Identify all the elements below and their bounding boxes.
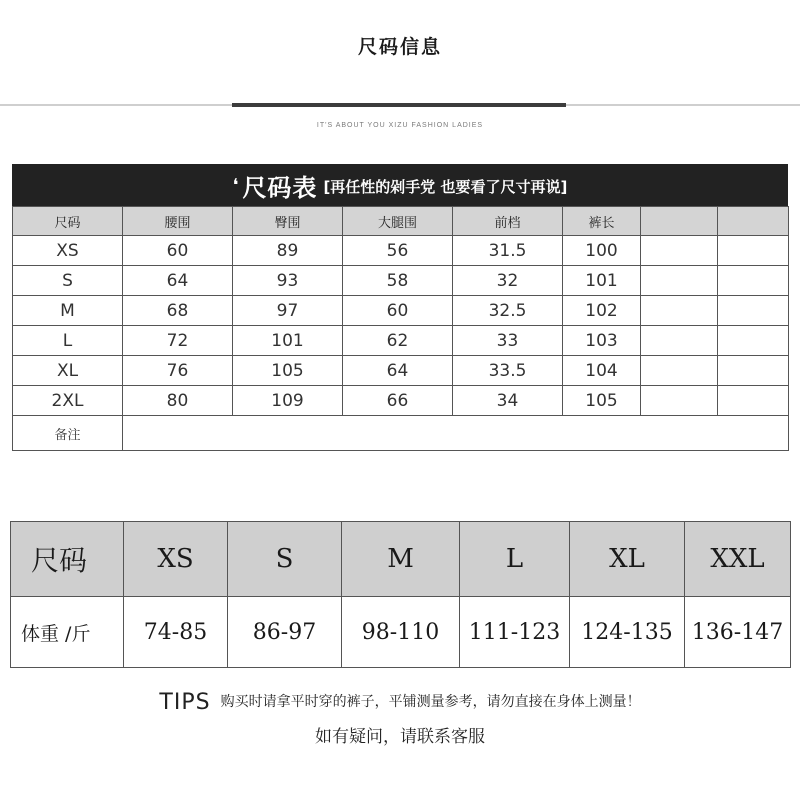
table-row bbox=[13, 296, 789, 326]
weight-cell: 86-97 bbox=[228, 597, 342, 668]
table-cell: 104 bbox=[563, 356, 641, 386]
table-cell bbox=[718, 236, 789, 266]
table-row bbox=[13, 356, 789, 386]
column-header bbox=[641, 207, 718, 236]
table-cell: 32 bbox=[453, 266, 563, 296]
tips-label: TIPS bbox=[159, 690, 211, 715]
table-cell: M bbox=[13, 296, 123, 326]
table-row bbox=[13, 386, 789, 416]
table-cell: 103 bbox=[563, 326, 641, 356]
table-cell: 60 bbox=[343, 296, 453, 326]
table-cell: 101 bbox=[563, 266, 641, 296]
size-chart-table bbox=[12, 206, 789, 451]
table-cell: 32.5 bbox=[453, 296, 563, 326]
table-cell: 72 bbox=[123, 326, 233, 356]
table-cell bbox=[641, 236, 718, 266]
table-cell: 102 bbox=[563, 296, 641, 326]
table-cell: 101 bbox=[233, 326, 343, 356]
column-header: 臀围 bbox=[233, 207, 343, 236]
table-cell: 64 bbox=[343, 356, 453, 386]
table-cell: 34 bbox=[453, 386, 563, 416]
table-cell: XS bbox=[13, 236, 123, 266]
table-cell: 2XL bbox=[13, 386, 123, 416]
size-chart-heading: 尺码表 bbox=[242, 173, 318, 202]
table-cell: 58 bbox=[343, 266, 453, 296]
table-cell: 60 bbox=[123, 236, 233, 266]
table-cell: 105 bbox=[233, 356, 343, 386]
weight-row-label: 体重 /斤 bbox=[11, 597, 124, 668]
table-cell: 80 bbox=[123, 386, 233, 416]
column-header: 腰围 bbox=[123, 207, 233, 236]
table-cell: 97 bbox=[233, 296, 343, 326]
table-cell bbox=[718, 296, 789, 326]
table-cell: S bbox=[13, 266, 123, 296]
table-cell bbox=[641, 296, 718, 326]
column-header bbox=[718, 207, 789, 236]
column-header: 前档 bbox=[453, 207, 563, 236]
table-cell: 33.5 bbox=[453, 356, 563, 386]
column-header: 尺码 bbox=[13, 207, 123, 236]
table-cell: XL bbox=[13, 356, 123, 386]
table-cell: 33 bbox=[453, 326, 563, 356]
size-cell: M bbox=[342, 522, 460, 597]
table-cell bbox=[641, 386, 718, 416]
contact-note: 如有疑问，请联系客服 bbox=[315, 727, 485, 747]
size-cell: S bbox=[228, 522, 342, 597]
remarks-label: 备注 bbox=[13, 416, 123, 451]
table-row bbox=[13, 326, 789, 356]
size-chart bbox=[12, 164, 788, 451]
size-chart-heading-note: [再任性的剁手党 也要看了尺寸再说] bbox=[323, 178, 568, 196]
table-cell bbox=[641, 326, 718, 356]
size-cell: XL bbox=[570, 522, 685, 597]
size-chart-heading-bar bbox=[12, 164, 788, 206]
size-cell: XXL bbox=[685, 522, 791, 597]
weight-chart bbox=[10, 521, 790, 668]
table-cell bbox=[641, 356, 718, 386]
sparkle-icon: ❛ bbox=[232, 174, 239, 196]
brand-subtitle: IT'S ABOUT YOU XIZU FASHION LADIES bbox=[316, 122, 484, 129]
page-title: 尺码信息 bbox=[357, 36, 442, 58]
remarks-value bbox=[123, 416, 789, 451]
column-header: 裤长 bbox=[563, 207, 641, 236]
weight-cell: 136-147 bbox=[685, 597, 791, 668]
column-header: 大腿围 bbox=[343, 207, 453, 236]
table-cell bbox=[718, 356, 789, 386]
table-cell bbox=[641, 266, 718, 296]
table-cell: 66 bbox=[343, 386, 453, 416]
tips-line bbox=[0, 690, 800, 715]
table-cell bbox=[718, 326, 789, 356]
weight-cell: 124-135 bbox=[570, 597, 685, 668]
table-cell bbox=[718, 386, 789, 416]
table-cell bbox=[718, 266, 789, 296]
weight-row bbox=[11, 597, 791, 668]
remarks-row bbox=[13, 416, 789, 451]
size-cell: XS bbox=[124, 522, 228, 597]
weight-cell: 98-110 bbox=[342, 597, 460, 668]
size-row bbox=[11, 522, 791, 597]
table-header-row bbox=[13, 207, 789, 236]
table-row bbox=[13, 236, 789, 266]
divider-accent bbox=[232, 103, 566, 107]
weight-chart-table bbox=[10, 521, 791, 668]
tips-text: 购买时请拿平时穿的裤子，平铺测量参考，请勿直接在身体上测量！ bbox=[220, 694, 641, 710]
table-cell: 64 bbox=[123, 266, 233, 296]
table-cell: 93 bbox=[233, 266, 343, 296]
table-row bbox=[13, 266, 789, 296]
table-cell: 105 bbox=[563, 386, 641, 416]
size-row-label: 尺码 bbox=[11, 522, 124, 597]
table-cell: 100 bbox=[563, 236, 641, 266]
weight-cell: 74-85 bbox=[124, 597, 228, 668]
size-cell: L bbox=[460, 522, 570, 597]
weight-cell: 111-123 bbox=[460, 597, 570, 668]
table-cell: L bbox=[13, 326, 123, 356]
table-cell: 89 bbox=[233, 236, 343, 266]
table-cell: 56 bbox=[343, 236, 453, 266]
table-cell: 62 bbox=[343, 326, 453, 356]
table-cell: 76 bbox=[123, 356, 233, 386]
table-cell: 109 bbox=[233, 386, 343, 416]
table-cell: 68 bbox=[123, 296, 233, 326]
table-cell: 31.5 bbox=[453, 236, 563, 266]
